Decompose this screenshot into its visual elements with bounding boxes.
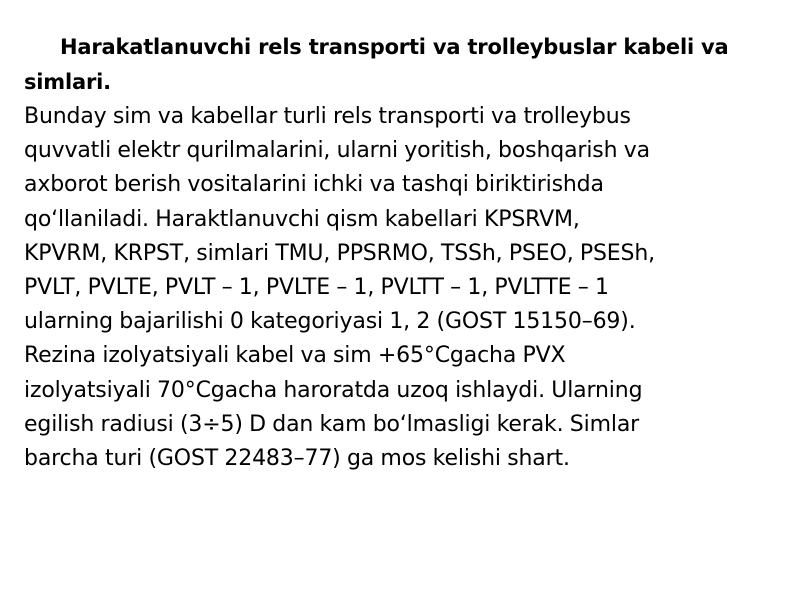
- body-line: egilish radiusi (3÷5) D dan kam bo‘lmasligi kerak. Simlar: [24, 411, 640, 437]
- body-line: ularning bajarilishi 0 kategoriyasi 1, 2 (GOST 15150–69).: [24, 309, 636, 335]
- document-body: [24, 100, 784, 476]
- body-line: Rezina izolyatsiyali kabel va sim +65°Cgacha PVX: [24, 343, 566, 369]
- body-line: barcha turi (GOST 22483–77) ga mos kelishi shart.: [24, 446, 570, 472]
- body-line: KPVRM, KRPST, simlari TMU, PPSRMO, TSSh, PSEO, PSESh,: [24, 240, 656, 266]
- body-line: axborot berish vositalarini ichki va tashqi biriktirishda: [24, 172, 604, 198]
- body-line: Bunday sim va kabellar turli rels transporti va trolleybus: [24, 104, 631, 129]
- document-heading: Harakatlanuvchi rels transporti va trolleybuslar kabeli va simlari.: [24, 35, 729, 94]
- body-line: quvvatli elektr qurilmalarini, ularni yoritish, boshqarish va: [24, 138, 650, 164]
- body-line: qo‘llaniladi. Haraktlanuvchi qism kabellari KPSRVM,: [24, 206, 580, 232]
- body-line: PVLT, PVLTE, PVLT – 1, PVLTE – 1, PVLTT – 1, PVLTTE – 1: [24, 275, 609, 301]
- body-line: izolyatsiyali 70°Cgacha haroratda uzoq ishlaydi. Ularning: [24, 377, 643, 403]
- document-slide: [24, 30, 784, 476]
